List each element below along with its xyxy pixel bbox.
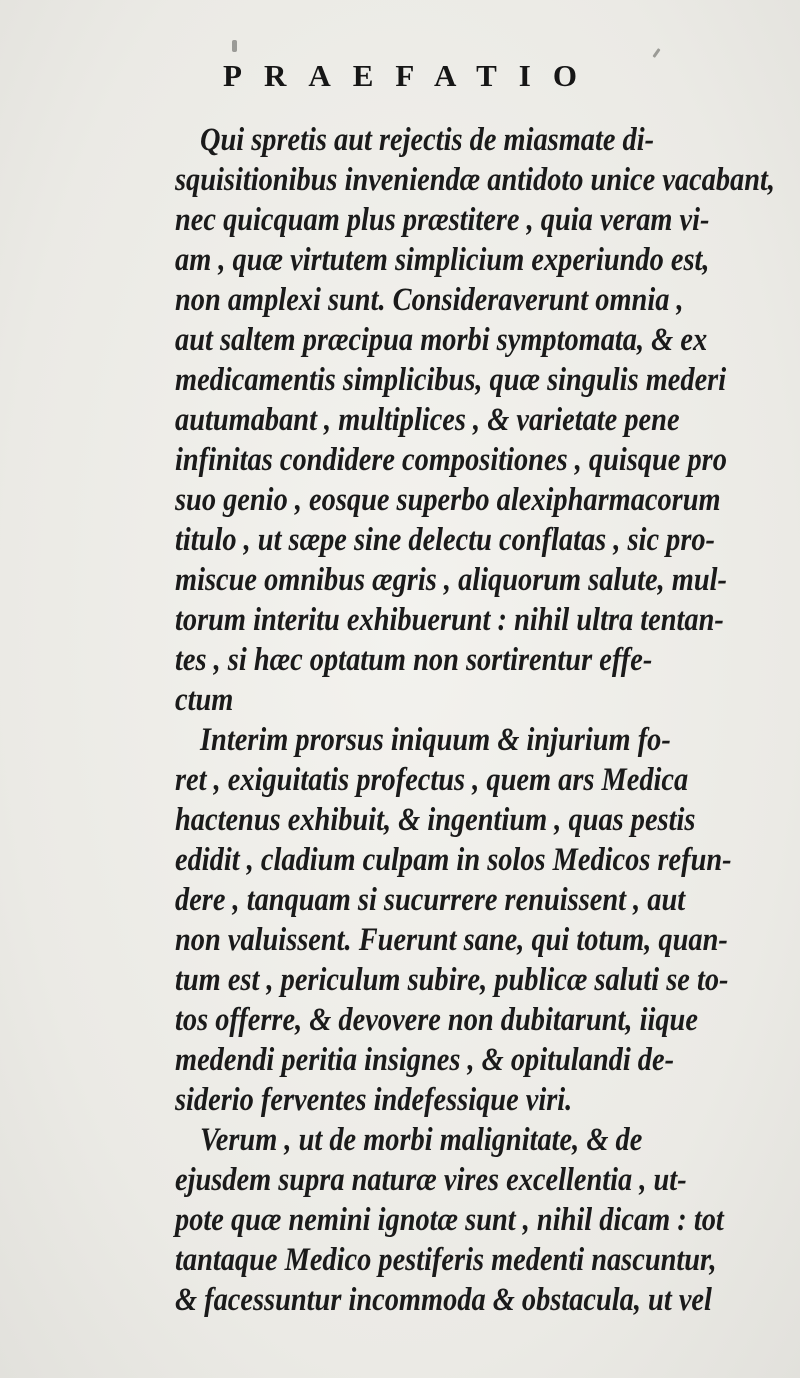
text-line: infinitas condidere compositiones , quisque pro: [175, 442, 727, 478]
text-line: tes , si hæc optatum non sortirentur effe-: [175, 642, 653, 678]
text-line: squisitionibus inveniendæ antidoto unice vacabant,: [175, 162, 776, 198]
text-line: Verum , ut de morbi malignitate, & de: [200, 1122, 643, 1158]
text-line: tantaque Medico pestiferis medenti nascuntur,: [175, 1242, 717, 1278]
text-line: Qui spretis aut rejectis de miasmate di-: [200, 122, 655, 158]
text-line: tum est , periculum subire, publicæ saluti se to-: [175, 962, 729, 998]
text-line: miscue omnibus ægris , aliquorum salute, mul-: [175, 562, 727, 598]
page-heading: PRAEFATIO: [223, 58, 599, 93]
text-line: siderio ferventes indefessique viri.: [175, 1082, 573, 1118]
text-line: titulo , ut sæpe sine delectu conflatas , sic pro-: [175, 522, 716, 558]
text-line: & facessuntur incommoda & obstacula, ut vel: [175, 1282, 712, 1318]
text-line: pote quæ nemini ignotæ sunt , nihil dicam : tot: [175, 1202, 724, 1238]
text-line: edidit , cladium culpam in solos Medicos refun-: [175, 842, 732, 878]
text-line: dere , tanquam si sucurrere renuissent , aut: [175, 882, 686, 918]
text-line: medicamentis simplicibus, quæ singulis mederi: [175, 362, 727, 398]
print-speck: [232, 40, 237, 52]
text-line: non valuissent. Fuerunt sane, qui totum, quan-: [175, 922, 728, 958]
text-line: ctum: [175, 682, 234, 718]
print-speck: [652, 48, 660, 58]
text-line: medendi peritia insignes , & opitulandi de-: [175, 1042, 675, 1078]
text-line: autumabant , multiplices , & varietate pene: [175, 402, 680, 438]
text-line: nec quicquam plus præstitere , quia veram vi-: [175, 202, 710, 238]
text-line: Interim prorsus iniquum & injurium fo-: [200, 722, 671, 758]
text-line: am , quæ virtutem simplicium experiundo est,: [175, 242, 710, 278]
text-line: aut saltem præcipua morbi symptomata, & ex: [175, 322, 708, 358]
text-line: torum interitu exhibuerunt : nihil ultra tentan-: [175, 602, 724, 638]
text-line: non amplexi sunt. Consideraverunt omnia ,: [175, 282, 684, 318]
text-line: suo genio , eosque superbo alexipharmacorum: [175, 482, 721, 518]
text-line: ejusdem supra naturæ vires excellentia , ut-: [175, 1162, 687, 1198]
text-line: tos offerre, & devovere non dubitarunt, iique: [175, 1002, 698, 1038]
text-line: hactenus exhibuit, & ingentium , quas pestis: [175, 802, 696, 838]
text-line: ret , exiguitatis profectus , quem ars Medica: [175, 762, 689, 798]
